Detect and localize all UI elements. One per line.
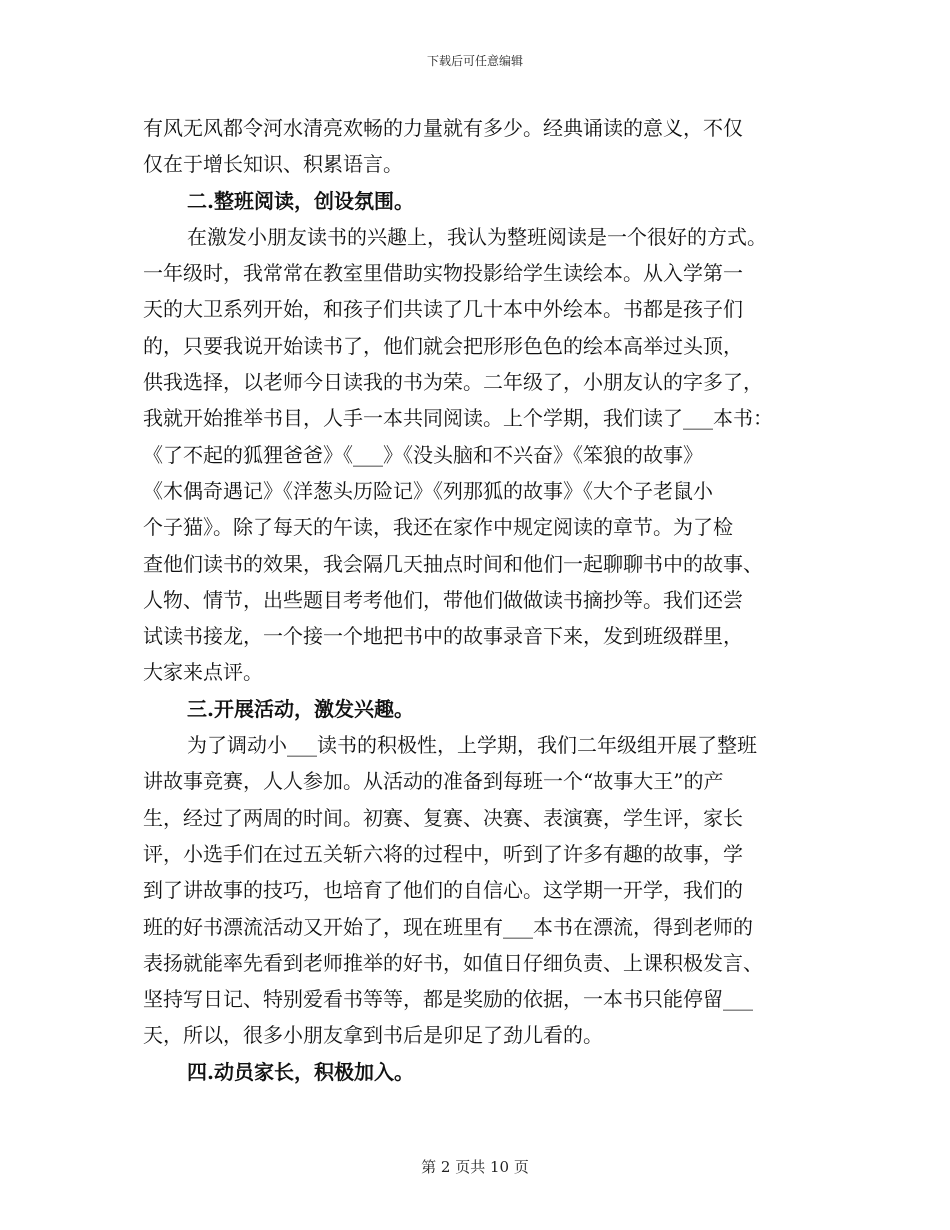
body-text-line: 评，小选手们在过五关斩六将的过程中，听到了许多有趣的故事，学 [143, 841, 743, 866]
page-footer: 第 2 页共 10 页 [421, 1158, 529, 1176]
body-text-line: 坚持写日记、特别爱看书等等，都是奖励的依据，一本书只能停留___ [143, 987, 753, 1012]
body-text-line: 在激发小朋友读书的兴趣上，我认为整班阅读是一个很好的方式。 [187, 224, 767, 249]
body-text-line: 大家来点评。 [143, 660, 263, 685]
body-text-line: 人物、情节，出些题目考考他们，带他们做做读书摘抄等。我们还尝 [143, 587, 743, 612]
body-text-line: 个子猫》。除了每天的午读，我还在家作中规定阅读的章节。为了检 [143, 515, 733, 540]
body-text-line: 天的大卫系列开始，和孩子们共读了几十本中外绘本。书都是孩子们 [143, 297, 743, 322]
body-text-line: 有风无风都令河水清亮欢畅的力量就有多少。经典诵读的意义，不仅 [143, 116, 743, 140]
body-text-line: 试读书接龙，一个接一个地把书中的故事录音下来，发到班级群里， [143, 624, 743, 649]
body-text-line: 我就开始推举书目，人手一本共同阅读。上个学期，我们读了___本书： [143, 406, 773, 431]
body-text-line: 查他们读书的效果，我会隔几天抽点时间和他们一起聊聊书中的故事、 [143, 551, 763, 576]
body-text-line: 到了讲故事的技巧，也培育了他们的自信心。这学期一开学，我们的 [143, 878, 743, 903]
body-text-line: 《了不起的狐狸爸爸》《___》《没头脑和不兴奋》《笨狼的故事》 [143, 442, 703, 467]
section-heading: 四.动员家长，积极加入。 [187, 1059, 414, 1084]
body-text-line: 的，只要我说开始读书了，他们就会把形形色色的绘本高举过头顶， [143, 333, 743, 358]
body-text-line: 为了调动小___读书的积极性，上学期，我们二年级组开展了整班 [187, 733, 757, 758]
body-text-line: 一年级时，我常常在教室里借助实物投影给学生读绘本。从入学第一 [143, 261, 743, 286]
body-text-line: 班的好书漂流活动又开始了，现在班里有___本书在漂流，得到老师的 [143, 914, 753, 939]
section-heading: 二.整班阅读，创设氛围。 [187, 188, 414, 213]
section-heading: 三.开展活动，激发兴趣。 [187, 696, 414, 721]
body-text-line: 表扬就能率先看到老师推举的好书，如值日仔细负责、上课积极发言、 [143, 950, 763, 975]
page-header: 下载后可任意编辑 [426, 54, 523, 68]
body-text-line: 生，经过了两周的时间。初赛、复赛、决赛、表演赛，学生评，家长 [143, 805, 743, 830]
body-text-line: 供我选择，以老师今日读我的书为荣。二年级了，小朋友认的字多了， [143, 370, 763, 395]
body-text-line: 讲故事竞赛，人人参加。从活动的准备到每班一个“故事大王”的产 [143, 769, 724, 794]
document-body [143, 110, 815, 1090]
body-text-line: 仅在于增长知识、积累语言。 [143, 152, 403, 177]
body-text-line: 天，所以，很多小朋友拿到书后是卯足了劲儿看的。 [143, 1023, 603, 1048]
body-text-line: 《木偶奇遇记》《洋葱头历险记》《列那狐的故事》《大个子老鼠小 [143, 478, 713, 503]
